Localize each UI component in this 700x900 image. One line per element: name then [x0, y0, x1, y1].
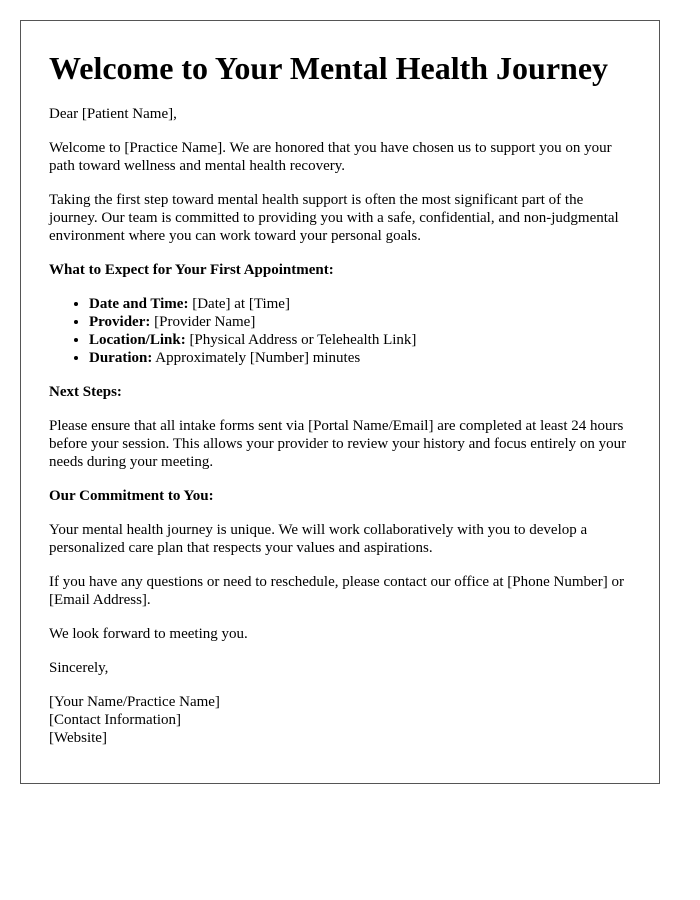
list-item-location: [89, 331, 631, 349]
list-item-provider: [89, 313, 631, 331]
list-item-label: Provider:: [89, 314, 151, 331]
intro-paragraph: Welcome to [Practice Name]. We are honored that you have chosen us to support you on your path toward wellness and mental health recovery.: [49, 140, 612, 175]
salutation: Dear [Patient Name],: [49, 106, 177, 123]
list-item-value: [Date] at [Time]: [188, 296, 290, 313]
commitment-heading: Our Commitment to You:: [49, 488, 214, 505]
list-item-value: [Physical Address or Telehealth Link]: [185, 332, 417, 349]
appointment-heading: What to Expect for Your First Appointment:: [49, 262, 334, 279]
first-step-paragraph: Taking the first step toward mental health support is often the most significant part of the journey. Our team is committed to providing you with a safe, confidential, and non-judgmental environment where you can work toward your personal goals.: [49, 192, 619, 245]
list-item-label: Duration:: [89, 350, 153, 367]
list-item-duration: [89, 349, 631, 367]
list-item-value: Approximately [Number] minutes: [152, 350, 361, 367]
list-item-label: Date and Time:: [89, 296, 189, 313]
contact-paragraph: If you have any questions or need to reschedule, please contact our office at [Phone Number] or [Email Address].: [49, 574, 624, 609]
signature-website: [Website]: [49, 730, 107, 747]
appointment-details-list: [49, 295, 631, 367]
commitment-paragraph: Your mental health journey is unique. We will work collaboratively with you to develop a personalized care plan that respects your values and aspirations.: [49, 522, 588, 557]
letter-container: [20, 20, 660, 784]
signature-contact: [Contact Information]: [49, 712, 182, 729]
letter-title: Welcome to Your Mental Health Journey: [49, 50, 609, 86]
next-steps-heading: Next Steps:: [49, 384, 122, 401]
signature-name: [Your Name/Practice Name]: [49, 694, 220, 711]
sign-off: Sincerely,: [49, 660, 109, 677]
next-steps-paragraph: Please ensure that all intake forms sent via [Portal Name/Email] are completed at least 24 hours before your session. This allows your provider to review your history and focus entirely on your needs during your meeting.: [49, 418, 627, 471]
list-item-label: Location/Link:: [89, 332, 186, 349]
signature-block: [49, 693, 631, 747]
closing-line: We look forward to meeting you.: [49, 626, 248, 643]
list-item-value: [Provider Name]: [150, 314, 256, 331]
list-item-date-time: [89, 295, 631, 313]
